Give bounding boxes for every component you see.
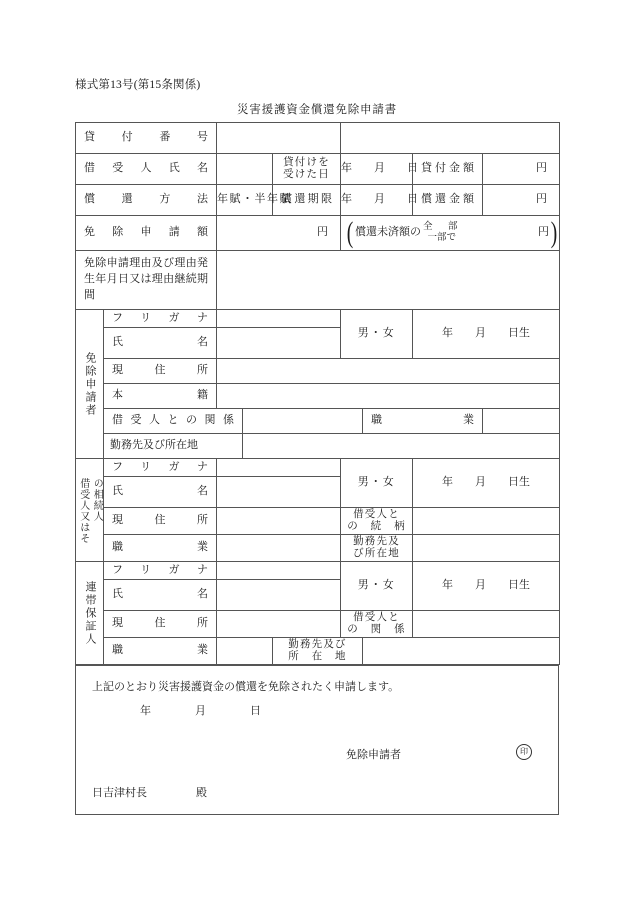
table-row-applicant-registry xyxy=(76,384,560,409)
heir-birth-cell[interactable] xyxy=(413,459,560,508)
heir-occupation-input[interactable] xyxy=(217,535,341,562)
heir-vert-wrap xyxy=(76,476,103,544)
exemption-amount-detail-cell[interactable] xyxy=(341,216,560,251)
repayment-method-label: 償還方法 xyxy=(84,193,208,206)
heir-occupation-label: 職業 xyxy=(112,541,208,554)
form-number: 様式第13号(第15条関係) xyxy=(75,79,201,91)
repayment-deadline-label: 償還期限 xyxy=(281,193,333,206)
addressee-honorific: 殿 xyxy=(196,787,207,799)
table-row-loan-number xyxy=(76,123,560,154)
table-row-applicant-workplace xyxy=(76,434,560,459)
table-row-heir-occupation xyxy=(76,535,560,562)
guarantor-name-label-cell xyxy=(104,580,217,611)
exemption-amount-label: 免除申請額 xyxy=(84,226,208,239)
heir-furigana-label-cell xyxy=(104,459,217,477)
heir-workplace-input[interactable] xyxy=(413,535,560,562)
reason-input[interactable] xyxy=(217,251,560,310)
loan-amount-label: 貸付金額 xyxy=(421,162,475,175)
heir-name-input[interactable] xyxy=(217,477,341,508)
guarantor-occupation-label-cell xyxy=(104,638,217,665)
applicant-registry-label: 本籍 xyxy=(112,389,208,402)
guarantor-workplace-label-cell xyxy=(273,638,363,665)
table-row-borrower xyxy=(76,154,560,185)
guarantor-workplace-label-line2: 所 在 地 xyxy=(288,651,347,662)
guarantor-address-input[interactable] xyxy=(217,611,341,638)
heir-address-label-cell xyxy=(104,508,217,535)
applicant-gender-label: 男・女 xyxy=(357,327,396,340)
guarantor-furigana-label-cell xyxy=(104,562,217,580)
table-row-heir-furigana xyxy=(76,459,560,477)
declaration-date-line[interactable]: 年 月 日 xyxy=(140,705,261,717)
repayment-amount-label: 償還金額 xyxy=(421,193,475,206)
table-row-reason xyxy=(76,251,560,310)
guarantor-birth-cell[interactable] xyxy=(413,562,560,611)
unpaid-amount-unit: 円 xyxy=(538,226,550,239)
borrower-name-label-cell xyxy=(76,154,217,185)
loan-date-label-cell xyxy=(273,154,341,185)
declaration-box xyxy=(75,665,559,815)
repayment-amount-input[interactable] xyxy=(483,185,560,216)
repayment-method-value: 年賦・半年賦 xyxy=(217,193,292,206)
heir-address-label: 現住所 xyxy=(112,514,208,527)
guarantor-relation-input[interactable] xyxy=(413,611,560,638)
loan-amount-unit: 円 xyxy=(536,162,548,175)
heir-furigana-input[interactable] xyxy=(217,459,341,477)
reason-label: 免除申請理由及び理由発生年月日又は理由継続期間 xyxy=(84,257,209,301)
applicant-signature-label: 免除申請者 xyxy=(346,749,401,761)
applicant-occupation-label: 職業 xyxy=(371,414,475,427)
repayment-amount-unit: 円 xyxy=(536,193,548,206)
repayment-deadline-input[interactable] xyxy=(341,185,419,216)
loan-date-label-line2: 受けた日 xyxy=(283,169,330,180)
loan-date-input[interactable] xyxy=(341,154,419,185)
applicant-workplace-label-cell xyxy=(104,434,243,459)
applicant-relation-label: 借受人との関係 xyxy=(112,414,234,427)
guarantor-workplace-label-line1: 勤務先及び xyxy=(288,638,347,650)
guarantor-occupation-input[interactable] xyxy=(217,638,273,665)
guarantor-occupation-label: 職業 xyxy=(112,644,208,657)
main-form-table xyxy=(75,122,560,665)
applicant-section-label: 免除申請者 xyxy=(84,351,96,417)
heir-section-label-col2: 借受人又はそ xyxy=(77,478,89,544)
loan-amount-label-cell xyxy=(413,154,483,185)
spacer-cell xyxy=(341,123,560,154)
borrower-name-input[interactable] xyxy=(217,154,273,185)
heir-relation-label-cell xyxy=(341,508,413,535)
guarantor-name-label: 氏名 xyxy=(112,588,208,601)
loan-number-label-cell xyxy=(76,123,217,154)
applicant-section-label-cell xyxy=(76,310,104,459)
applicant-furigana-label: フリガナ xyxy=(112,311,208,324)
repayment-deadline-value: 年 月 日 xyxy=(341,193,419,206)
heir-workplace-label-line2: び所在地 xyxy=(353,548,400,559)
applicant-occupation-label-cell xyxy=(363,409,483,434)
repayment-method-label-cell xyxy=(76,185,217,216)
table-row-repayment xyxy=(76,185,560,216)
guarantor-relation-label-line1: 借受人と xyxy=(353,611,400,623)
unpaid-amount-group: ( 償還未済額の 全 部 一部で 円 ) xyxy=(346,216,558,249)
applicant-name-input[interactable] xyxy=(217,328,341,359)
table-row-exemption-amount xyxy=(76,216,560,251)
applicant-relation-label-cell xyxy=(104,409,243,434)
guarantor-name-input[interactable] xyxy=(217,580,341,611)
loan-date-value: 年 月 日 xyxy=(341,162,419,175)
applicant-vert-wrap xyxy=(76,352,103,417)
heir-gender-cell[interactable] xyxy=(341,459,413,508)
repayment-method-value-cell[interactable] xyxy=(217,185,292,216)
applicant-birth-label: 年 月 日生 xyxy=(442,327,531,340)
heir-workplace-label-line1: 勤務先及 xyxy=(353,535,400,547)
exemption-amount-label-cell xyxy=(76,216,217,251)
guarantor-relation-label-line2: の 関 係 xyxy=(347,624,406,635)
portion-full: 全 部 xyxy=(423,222,461,233)
applicant-registry-label-cell xyxy=(104,384,217,409)
borrower-name-label: 借受人氏名 xyxy=(84,162,208,175)
heir-relation-label-line2: の 続 柄 xyxy=(347,521,406,532)
page-title: 災害援護資金償還免除申請書 xyxy=(237,104,397,116)
heir-address-input[interactable] xyxy=(217,508,341,535)
applicant-address-input[interactable] xyxy=(217,359,560,384)
guarantor-workplace-input[interactable] xyxy=(363,638,560,665)
applicant-name-label: 氏名 xyxy=(112,336,208,349)
heir-birth-label: 年 月 日生 xyxy=(442,476,531,489)
guarantor-vert-wrap xyxy=(76,581,103,646)
table-row-applicant-furigana xyxy=(76,310,560,328)
heir-name-label-cell xyxy=(104,477,217,508)
addressee-name: 日吉津村長 xyxy=(92,787,147,799)
unpaid-prefix: 償還未済額の xyxy=(355,226,422,239)
applicant-furigana-label-cell xyxy=(104,310,217,328)
table-row-applicant-address xyxy=(76,359,560,384)
loan-date-label-line1: 貸付けを xyxy=(283,156,330,168)
seal-icon: 印 xyxy=(516,744,532,760)
heir-furigana-label: フリガナ xyxy=(112,460,208,473)
repayment-amount-label-cell xyxy=(413,185,483,216)
guarantor-birth-label: 年 月 日生 xyxy=(442,579,531,592)
heir-gender-label: 男・女 xyxy=(357,476,396,489)
guarantor-furigana-input[interactable] xyxy=(217,562,341,580)
applicant-relation-input[interactable] xyxy=(243,409,363,434)
heir-occupation-label-cell xyxy=(104,535,217,562)
guarantor-gender-cell[interactable] xyxy=(341,562,413,611)
guarantor-address-label: 現住所 xyxy=(112,617,208,630)
heir-workplace-label-cell xyxy=(341,535,413,562)
applicant-address-label: 現住所 xyxy=(112,364,208,377)
guarantor-furigana-label: フリガナ xyxy=(112,563,208,576)
guarantor-address-label-cell xyxy=(104,611,217,638)
table-row-guarantor-occupation xyxy=(76,638,560,665)
applicant-workplace-input[interactable] xyxy=(243,434,560,459)
guarantor-section-label: 連帯保証人 xyxy=(84,580,96,646)
reason-label-cell xyxy=(76,251,217,310)
applicant-name-label-cell xyxy=(104,328,217,359)
heir-section-label-cell xyxy=(76,459,104,562)
portion-partial: 一部で xyxy=(427,233,457,243)
exemption-amount-input[interactable] xyxy=(217,216,341,251)
heir-relation-input[interactable] xyxy=(413,508,560,535)
guarantor-relation-label-cell xyxy=(341,611,413,638)
heir-section-label-col1: の相続人 xyxy=(91,478,103,522)
loan-number-input[interactable] xyxy=(217,123,341,154)
applicant-occupation-input[interactable] xyxy=(483,409,560,434)
table-row-guarantor-address xyxy=(76,611,560,638)
applicant-workplace-label: 勤務先及び所在地 xyxy=(110,439,198,452)
applicant-registry-input[interactable] xyxy=(217,384,560,409)
exemption-amount-unit: 円 xyxy=(317,226,329,239)
table-row-guarantor-furigana xyxy=(76,562,560,580)
table-row-applicant-relation xyxy=(76,409,560,434)
table-row-heir-address xyxy=(76,508,560,535)
applicant-gender-cell[interactable] xyxy=(341,310,413,359)
guarantor-section-label-cell xyxy=(76,562,104,665)
heir-name-label: 氏名 xyxy=(112,485,208,498)
guarantor-gender-label: 男・女 xyxy=(357,579,396,592)
loan-amount-input[interactable] xyxy=(483,154,560,185)
portion-choice[interactable] xyxy=(423,222,461,243)
repayment-deadline-label-cell xyxy=(273,185,341,216)
applicant-birth-cell[interactable] xyxy=(413,310,560,359)
applicant-furigana-input[interactable] xyxy=(217,310,341,328)
declaration-statement: 上記のとおり災害援護資金の償還を免除されたく申請します。 xyxy=(92,681,400,693)
heir-relation-label-line1: 借受人と xyxy=(353,508,400,520)
loan-number-label: 貸付番号 xyxy=(84,131,208,144)
applicant-address-label-cell xyxy=(104,359,217,384)
